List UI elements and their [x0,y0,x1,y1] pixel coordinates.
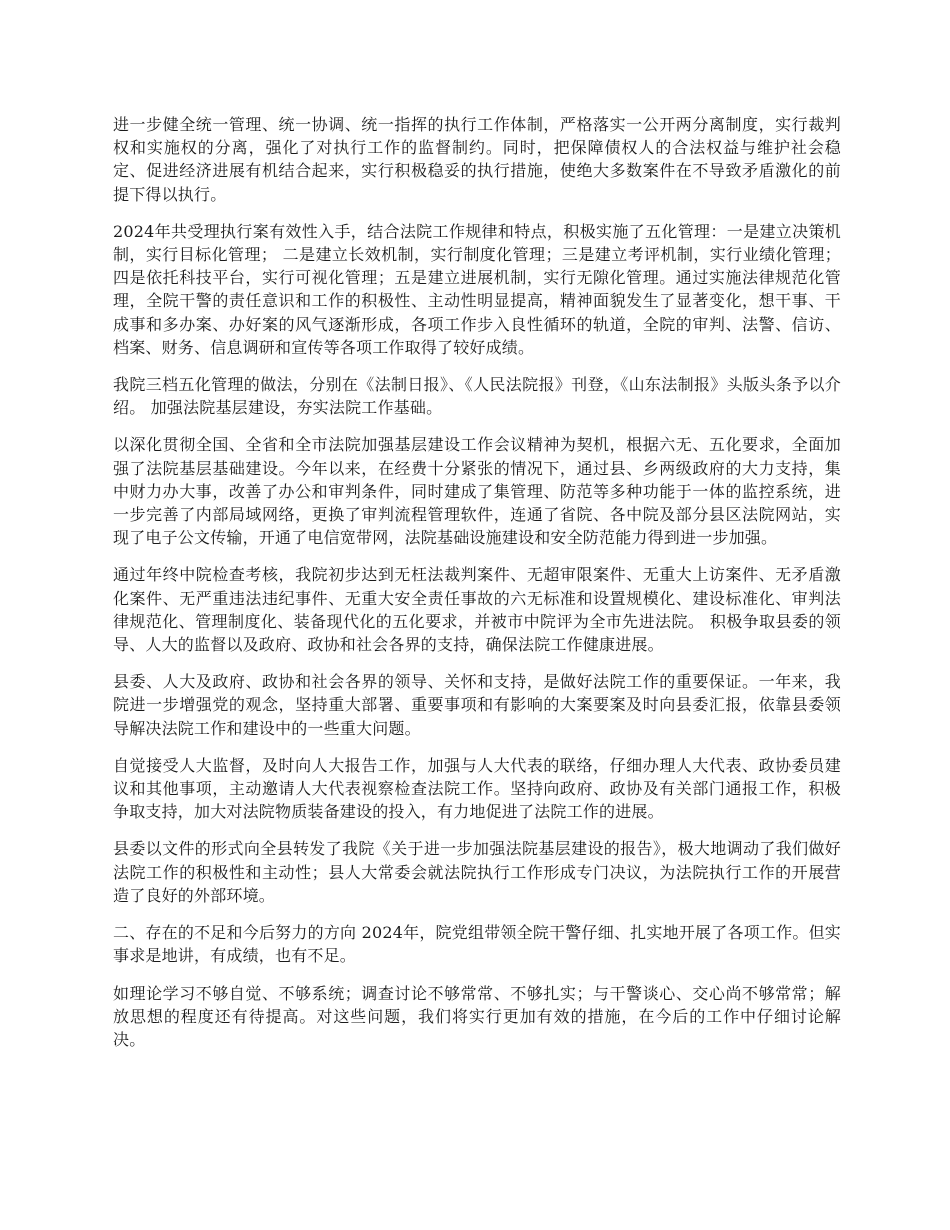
document-body [113,113,841,1065]
paragraph: 县委、人大及政府、政协和社会各界的领导、关怀和支持，是做好法院工作的重要保证。一年来，我院进一步增强党的观念，坚持重大部署、重要事项和有影响的大案要案及时向县委汇报，依靠县委领导解决法院工作和建设中的一些重大问题。 [113,672,841,738]
paragraph: 自觉接受人大监督，及时向人大报告工作，加强与人大代表的联络，仔细办理人大代表、政协委员建议和其他事项，主动邀请人大代表视察检查法院工作。坚持向政府、政协及有关部门通报工作，积极争取支持，加大对法院物质装备建设的投入，有力地促进了法院工作的进展。 [113,755,841,822]
paragraph: 我院三档五化管理的做法，分别在《法制日报》、《人民法院报》刊登，《山东法制报》头版头条予以介绍。 加强法院基层建设，夯实法院工作基础。 [113,375,841,418]
paragraph: 2024年共受理执行案有效性入手，结合法院工作规律和特点，积极实施了五化管理：一是建立决策机制，实行目标化管理； 二是建立长效机制，实行制度化管理；三是建立考评机制，实行业绩化管理；四是依托科技平台，实行可视化管理；五是建立进展机制，实行无隙化管理。通过实施法律规范化管理，全院干警的责任意识和工作的积极性、主动性明显提高，精神面貌发生了显著变化，想干事、干成事和多办案、办好案的风气逐渐形成，各项工作步入良性循环的轨道，全院的审判、法警、信访、档案、财务、信息调研和宣传等各项工作取得了较好成绩。 [113,221,841,357]
paragraph: 二、存在的不足和今后努力的方向 2024年，院党组带领全院干警仔细、扎实地开展了各项工作。但实事求是地讲，有成绩，也有不足。 [113,923,841,966]
paragraph: 如理论学习不够自觉、不够系统；调查讨论不够常常、不够扎实；与干警谈心、交心尚不够常常；解放思想的程度还有待提高。对这些问题，我们将实行更加有效的措施，在今后的工作中仔细讨论解决。 [113,983,841,1049]
paragraph: 县委以文件的形式向全县转发了我院《关于进一步加强法院基层建设的报告》，极大地调动了我们做好法院工作的积极性和主动性；县人大常委会就法院执行工作形成专门决议，为法院执行工作的开展营造了良好的外部环境。 [113,839,841,905]
paragraph: 通过年终中院检查考核，我院初步达到无枉法裁判案件、无超审限案件、无重大上访案件、无矛盾激化案件、无严重违法违纪事件、无重大安全责任事故的六无标准和设置规模化、建设标准化、审判法律规范化、管理制度化、装备现代化的五化要求，并被市中院评为全市先进法院。 积极争取县委的领导、人大的监督以及政府、政协和社会各界的支持，确保法院工作健康进展。 [113,565,841,655]
paragraph: 以深化贯彻全国、全省和全市法院加强基层建设工作会议精神为契机，根据六无、五化要求，全面加强了法院基层基础建设。今年以来，在经费十分紧张的情况下，通过县、乡两级政府的大力支持，集中财力办大事，改善了办公和审判条件，同时建成了集管理、防范等多种功能于一体的监控系统，进一步完善了内部局域网络，更换了审判流程管理软件，连通了省院、各中院及部分县区法院网站，实现了电子公文传输，开通了电信宽带网，法院基础设施建设和安全防范能力得到进一步加强。 [113,435,841,548]
paragraph: 进一步健全统一管理、统一协调、统一指挥的执行工作体制，严格落实一公开两分离制度，实行裁判权和实施权的分离，强化了对执行工作的监督制约。同时，把保障债权人的合法权益与维护社会稳定、促进经济进展有机结合起来，实行积极稳妥的执行措施，使绝大多数案件在不导致矛盾激化的前提下得以执行。 [113,115,841,204]
